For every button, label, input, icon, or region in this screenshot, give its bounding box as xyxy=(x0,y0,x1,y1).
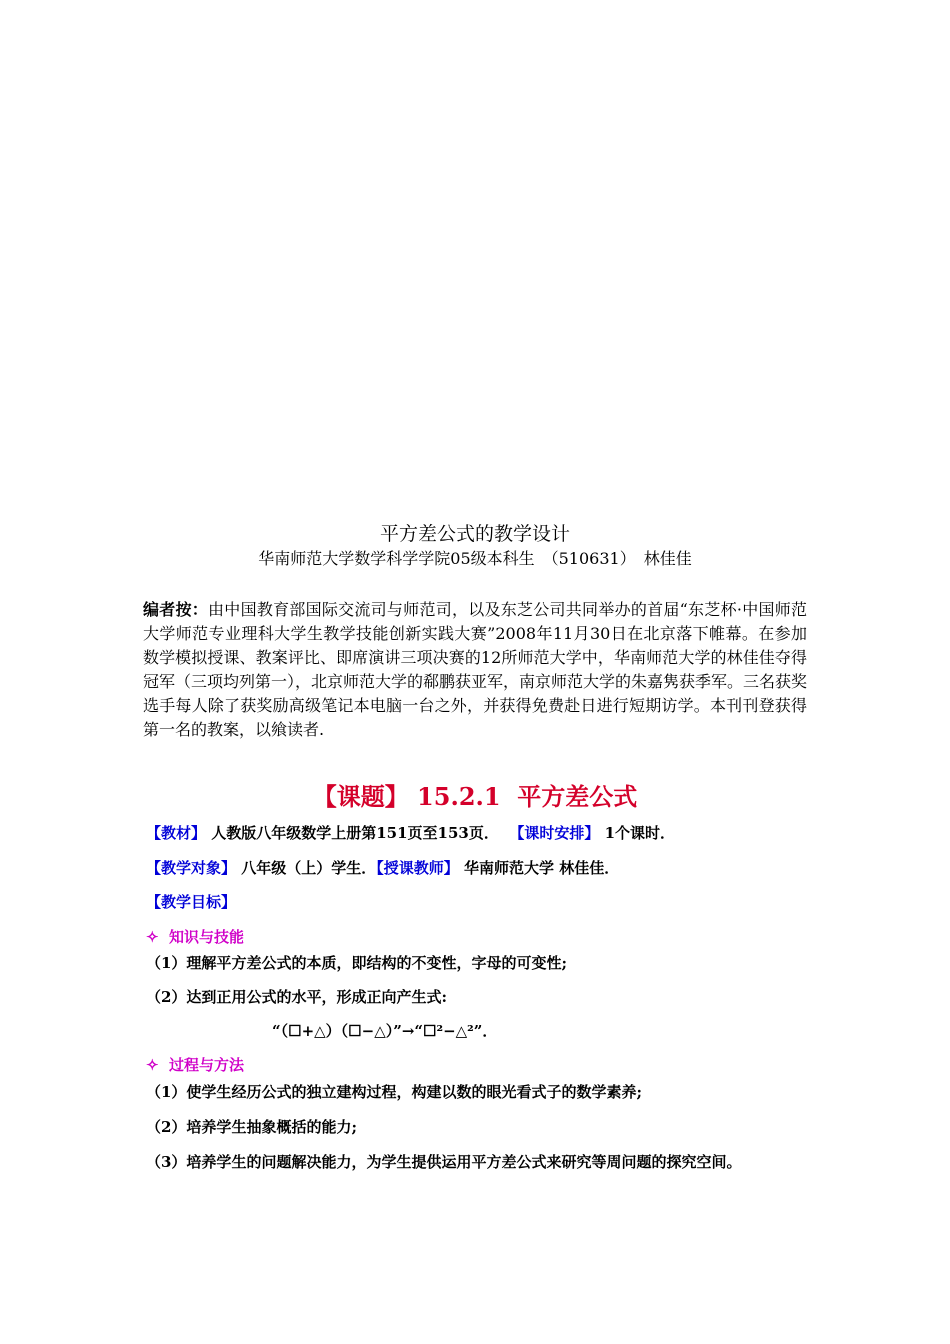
audience-label: 【教学对象】 xyxy=(146,859,237,877)
audience-value: 八年级（上）学生． xyxy=(236,859,377,877)
knowledge-heading: ✧ 知识与技能 xyxy=(146,928,245,946)
editor-note-text: 由中国教育部国际交流司与师范司，以及东芝公司共同举办的首届“东芝杯·中国师范大学师范专业理科大学生教学技能创新实践大赛”2008年11月30日在北京落下帷幕。在参加数学模拟授课、教案评比、即席演讲三项决赛的12所师范大学中，华南师范大学的林佳佳夺得冠军（三项均列第一），北京师范大学的郗鹏获亚军，南京师范大学的朱嘉隽获季军。三名获奖选手每人除了获奖励高级笔记本电脑一台之外，并获得免费赴日进行短期访学。本刊刊登获得第一名的教案，以飨读者. xyxy=(143,600,808,739)
document-title: 平方差公式的教学设计 xyxy=(379,523,570,545)
process-heading: ✧ 过程与方法 xyxy=(146,1056,245,1074)
lesson-title xyxy=(0,780,950,814)
audience-line xyxy=(146,857,810,879)
process-item-2: （2）培养学生抽象概括的能力; xyxy=(146,1118,357,1136)
knowledge-item-1: （1）理解平方差公式的本质，即结构的不变性，字母的可变性; xyxy=(146,954,567,972)
editor-note xyxy=(143,598,807,742)
editor-note-label: 编者按： xyxy=(143,600,209,619)
textbook-label: 【教材】 xyxy=(146,824,207,842)
process-item-1: （1）使学生经历公式的独立建构过程，构建以数的眼光看式子的数学素养; xyxy=(146,1083,642,1101)
process-item-3: （3）培养学生的问题解决能力，为学生提供运用平方差公式来研究等周问题的探究空间。 xyxy=(146,1153,742,1171)
formula: “（☐+△）（☐−△）”→“☐²−△²”． xyxy=(272,1022,498,1040)
textbook-line xyxy=(146,822,810,844)
teacher-label: 【授课教师】 xyxy=(376,859,459,877)
textbook-value: 人教版八年级数学上册第151页至153页． xyxy=(206,824,499,842)
author-byline: 华南师范大学数学科学学院05级本科生 （510631） 林佳佳 xyxy=(258,549,692,568)
lesson-title-text: 15.2.1 平方差公式 xyxy=(408,782,638,811)
schedule-label: 【课时安排】 xyxy=(509,824,600,842)
schedule-value: 1个课时． xyxy=(599,824,676,842)
goals-label: 【教学目标】 xyxy=(146,893,237,911)
teacher-value: 华南师范大学 林佳佳． xyxy=(458,859,620,877)
lesson-title-bracket: 【课题】 xyxy=(312,782,409,811)
knowledge-item-2: （2）达到正用公式的水平，形成正向产生式: xyxy=(146,988,447,1006)
